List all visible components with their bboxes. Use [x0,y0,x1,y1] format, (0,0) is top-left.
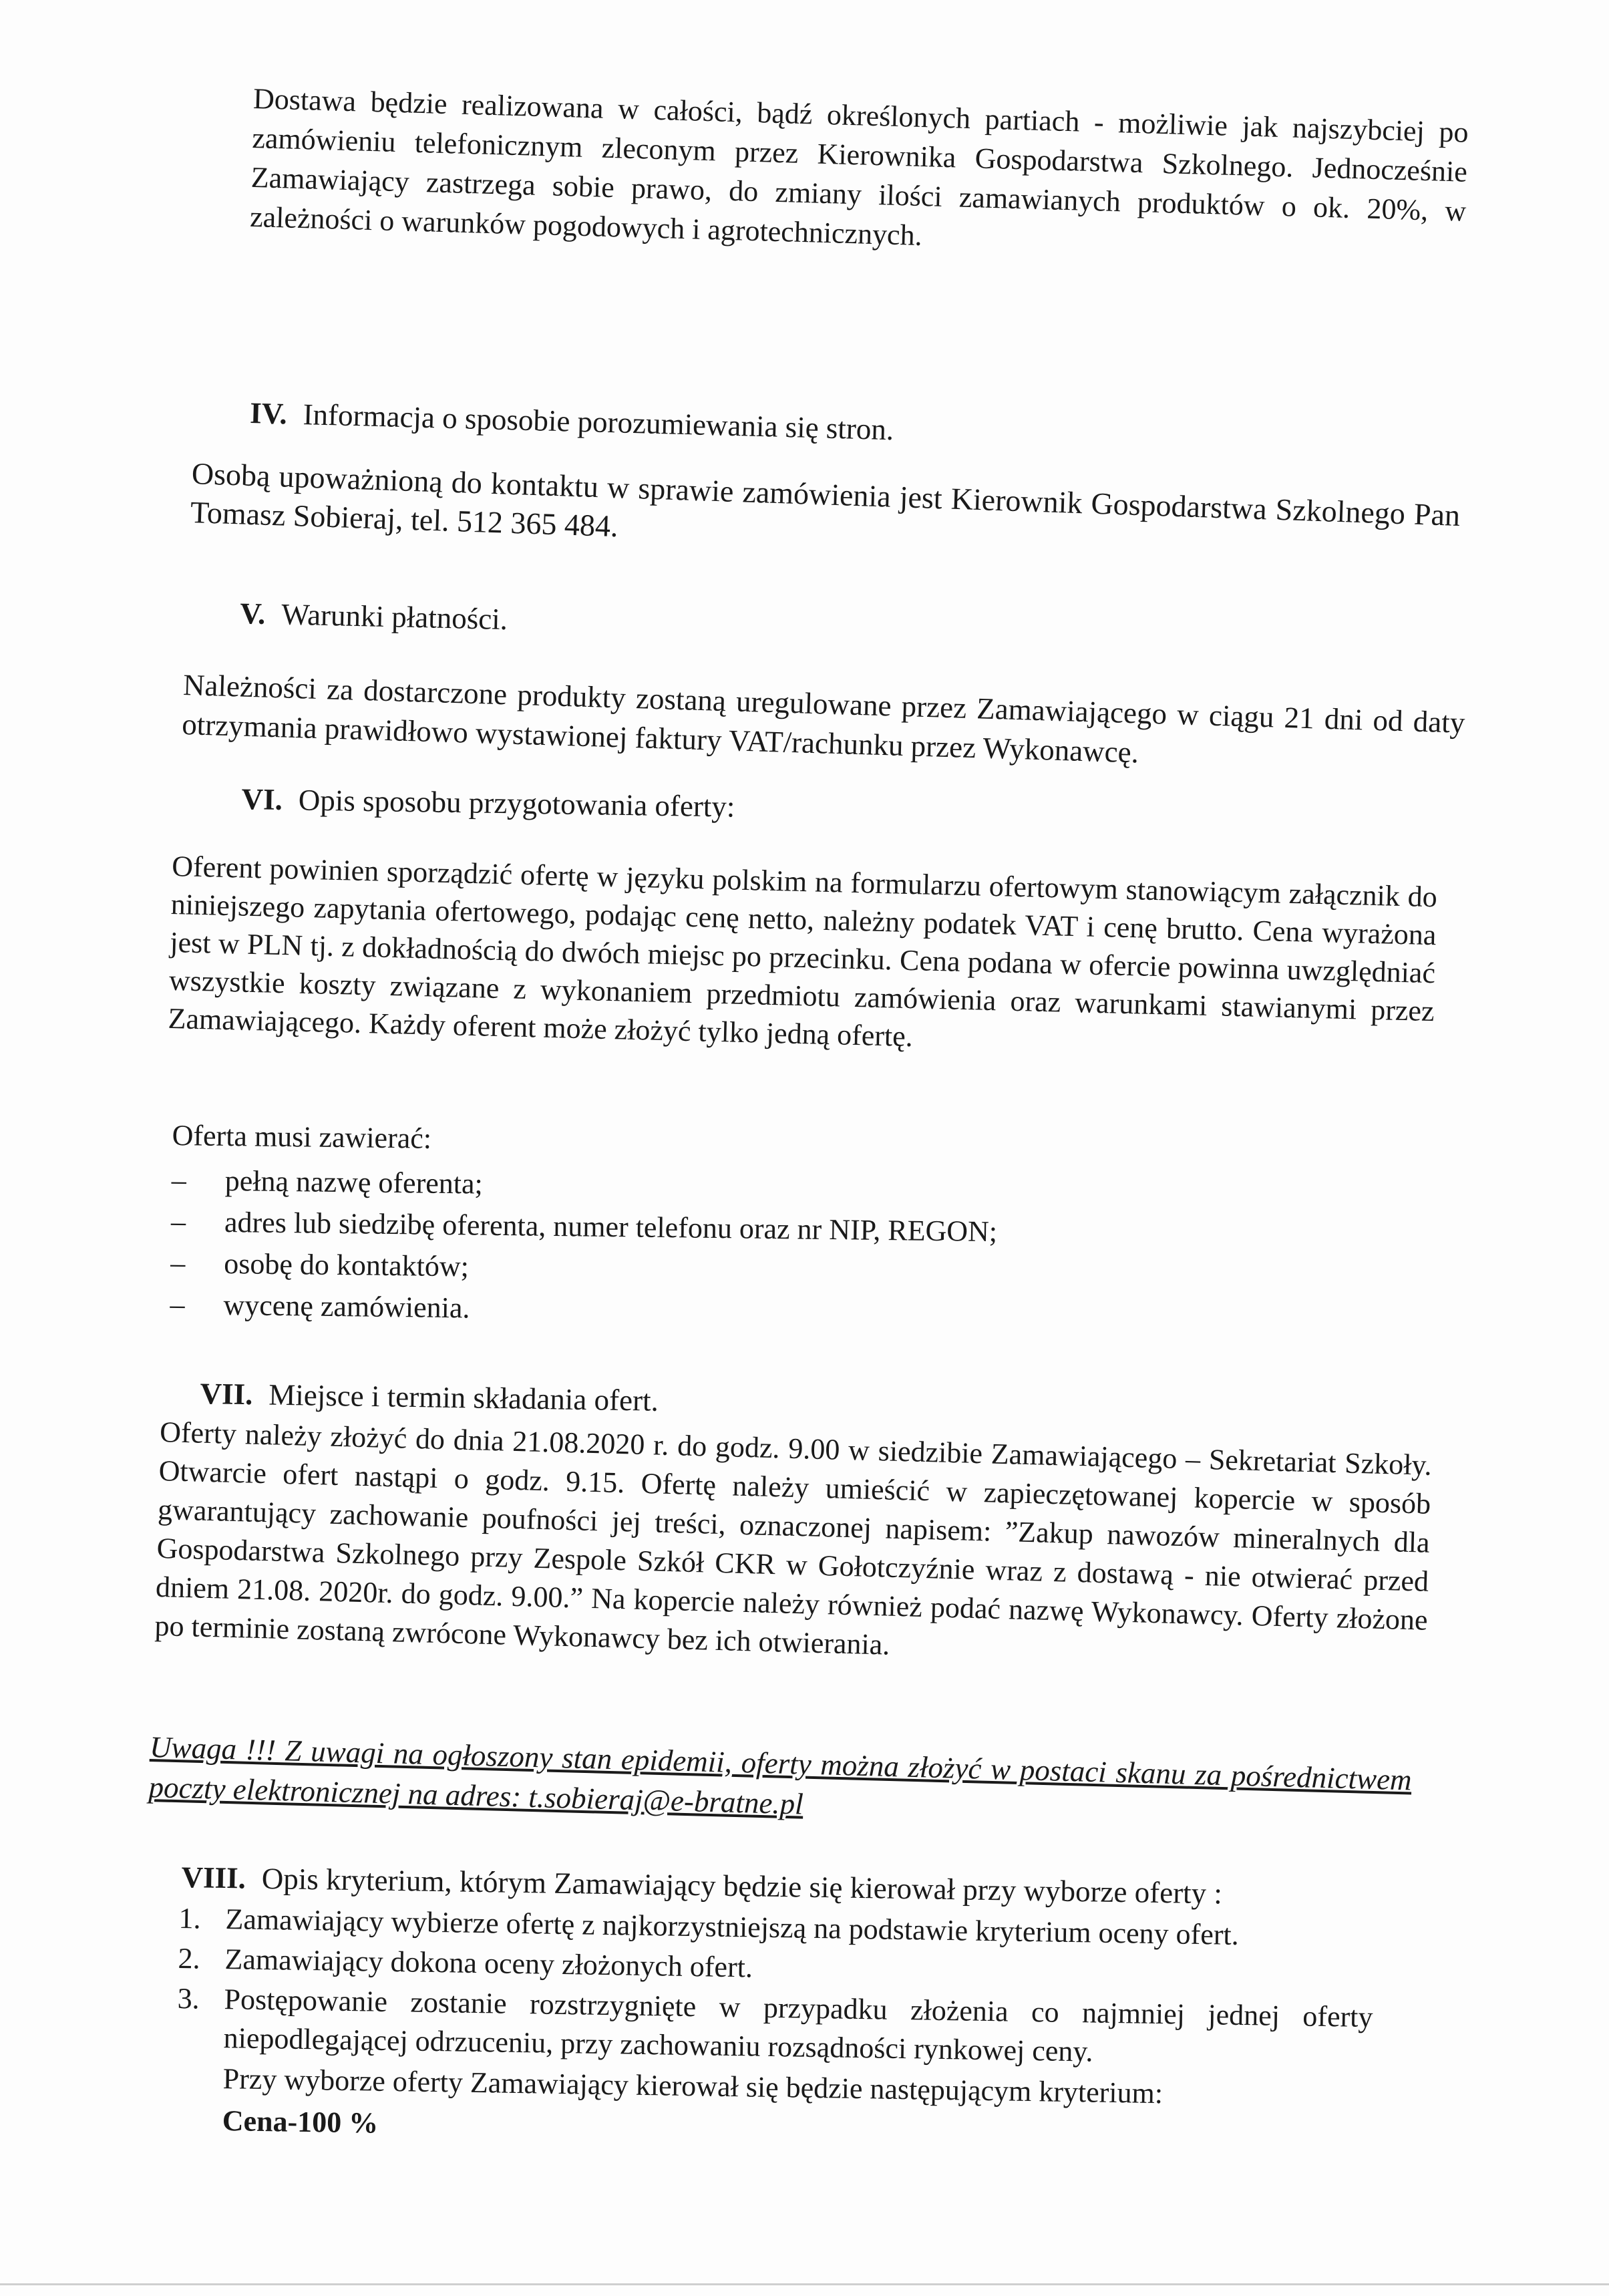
section-vi-list-intro: Oferta musi zawierać: [172,1118,432,1155]
section-iv-number: IV. [249,395,288,431]
section-viii-number: VIII. [181,1860,246,1895]
section-v-heading [240,595,508,638]
list-bullet: – [170,1287,185,1321]
list-bullet: – [170,1204,186,1239]
criteria-list [176,1899,1374,2076]
delivery-paragraph: Dostawa będzie realizowana w całości, bądź określonych partiach - możliwie jak najszybciej po zamówieniu telefonicznym zleconym przez Kierownika Gospodarstwa Szkolnego. Jednocześnie Zamawiający zastrzega sobie prawo, do zmiany ilości zamawianych produktów o ok. 20%, w zależności o warunków pogodowych i agrotechnicznych. [249,81,1469,253]
scan-edge-line [0,2283,1609,2285]
section-v-number: V. [239,596,266,631]
list-item-number: 2. [178,1941,200,1975]
section-vii-title: Miejsce i termin składania ofert. [268,1377,659,1418]
section-vi-heading [241,780,735,826]
section-vii-heading [200,1375,659,1420]
list-item-text: Zamawiający wybierze ofertę z najkorzystniejszą na podstawie kryterium oceny ofert. [225,1903,1240,1951]
list-bullet: – [170,1246,186,1280]
section-vi-title: Opis sposobu przygotowania oferty: [298,783,735,824]
epidemic-note: Uwaga !!! Z uwagi na ogłoszony stan epidemii, oferty można złożyć w postaci skanu za pośrednictwem poczty elektronicznej na adres: t.sobieraj@e-bratne.pl [148,1730,1413,1821]
section-vi-number: VI. [241,782,283,816]
list-item-text: Postępowanie zostanie rozstrzygnięte w przypadku złożenia co najmniej jednej oferty niepodlegającej odrzuceniu, przy zachowaniu rozsądności rynkowej ceny. [223,1983,1373,2068]
list-item-text: wycenę zamówienia. [223,1288,470,1325]
section-vii-number: VII. [200,1376,253,1412]
section-vi-list-block [170,1116,999,1335]
section-viii-title: Opis kryterium, którym Zamawiający będzie się kierował przy wyborze oferty : [261,1861,1223,1911]
list-item-text: Zamawiający dokona oceny złożonych ofert. [224,1943,753,1984]
criterion-intro: Przy wyborze oferty Zamawiający kierował się będzie następującym kryterium: [222,2062,1164,2110]
section-v-body: Należności za dostarczone produkty zostaną uregulowane przez Zamawiającego w ciągu 21 dni od daty otrzymania prawidłowo wystawionej faktury VAT/rachunku przez Wykonawcę. [181,667,1466,770]
list-item-number: 3. [177,1981,200,2015]
list-item-text: pełną nazwę oferenta; [224,1164,484,1200]
section-iv-title: Informacja o sposobie porozumiewania się stron. [303,397,894,447]
section-iv-heading [250,394,894,448]
list-item-text: adres lub siedzibę oferenta, numer telefonu oraz nr NIP, REGON; [224,1205,998,1249]
section-viii-list-block [175,1899,1374,2158]
section-vii-body: Oferty należy złożyć do dnia 21.08.2020 r. do godz. 9.00 w siedzibie Zamawiającego – Sekretariat Szkoły. Otwarcie ofert nastąpi o godz. 9.15. Ofertę należy umieścić w zapieczętowanej kopercie w sposób gwarantujący zachowanie poufności jej treści, oznaczonej napisem: ”Zakup nawozów mineralnych dla Gospodarstwa Szkolnego przy Zespole Szkół CKR w Gołotczyźnie wraz z dostawą - nie otwierać przed dniem 21.08. 2020r. do godz. 9.00.” Na kopercie należy również podać nazwę Wykonawcy. Oferty złożone po terminie zostaną zwrócone Wykonawcy bez ich otwierania. [154,1415,1433,1661]
list-bullet: – [171,1163,187,1197]
section-vi-body: Oferent powinien sporządzić ofertę w języku polskim na formularzu ofertowym stanowiącym załącznik do niniejszego zapytania ofertowego, podając cenę netto, należny podatek VAT i cenę brutto. Cena wyrażona jest w PLN tj. z dokładnością do dwóch miejsc po przecinku. Cena podana w ofercie powinna uwzględniać wszystkie koszty związane z wykonaniem przedmiotu zamówienia oraz warunkami stawianymi przez Zamawiającego. Każdy oferent może złożyć tylko jedną ofertę. [168,849,1438,1053]
list-item [170,1285,997,1335]
offer-contents-list [170,1160,998,1335]
list-item-text: osobę do kontaktów; [224,1247,470,1283]
list-item-number: 1. [178,1901,201,1935]
section-v-title: Warunki płatności. [281,597,508,637]
criterion-value: Cena-100 % [222,2104,379,2140]
section-iv-body: Osobą upoważnioną do kontaktu w sprawie zamówienia jest Kierownik Gospodarstwa Szkolnego Pan Tomasz Sobieraj, tel. 512 365 484. [190,456,1461,544]
